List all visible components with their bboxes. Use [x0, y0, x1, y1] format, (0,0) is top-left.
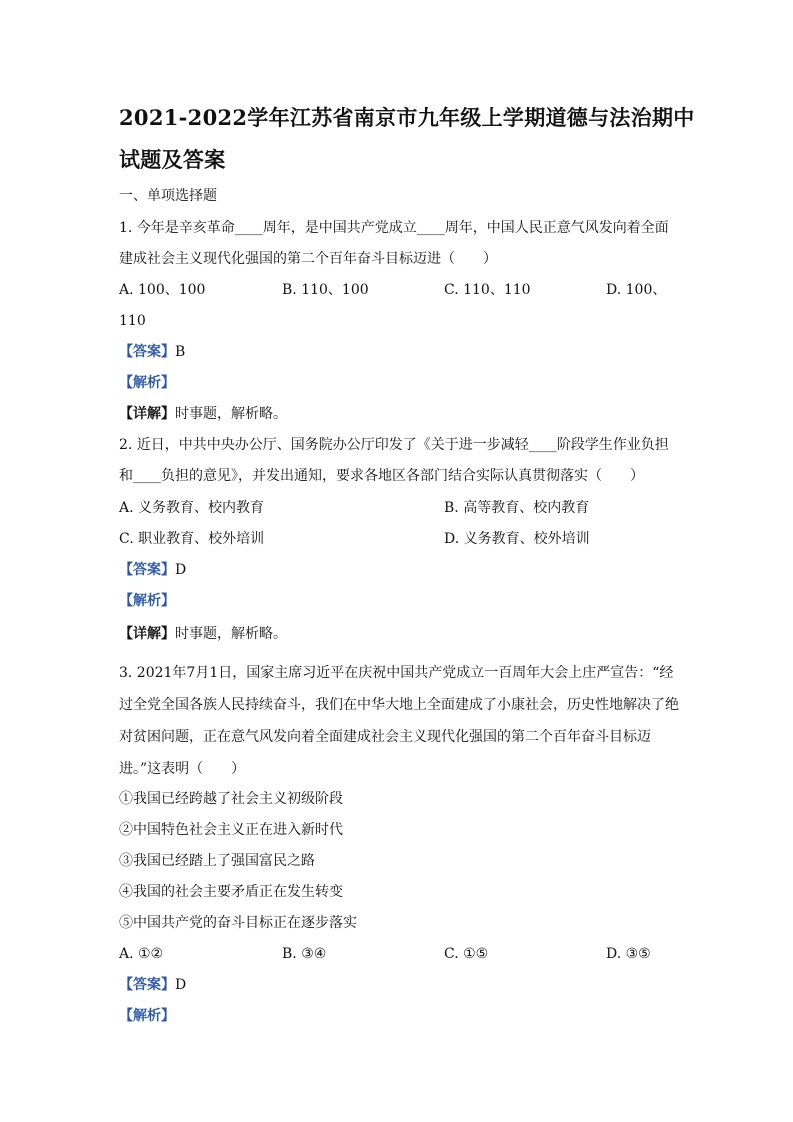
q1-stem-line-1: 1. 今年是辛亥革命____周年，是中国共产党成立____周年，中国人民正意气风发向着全面	[119, 220, 669, 236]
q3-stem-line-4: 进。”这表明（ ）	[119, 761, 246, 777]
q3-option-b: B. ③④	[282, 946, 327, 962]
q1-answer	[119, 342, 185, 362]
q1-detail	[119, 404, 287, 424]
q1-detail-text: 时事题，解析略。	[175, 406, 287, 422]
q2-stem-line-1: 2. 近日，中共中央办公厅、国务院办公厅印发了《关于进一步减轻____阶段学生作业负担	[119, 437, 669, 453]
title-line-1: 2021-2022学年江苏省南京市九年级上学期道德与法治期中	[119, 105, 695, 130]
q3-option-a: A. ①②	[119, 946, 164, 962]
q2-option-c: C. 职业教育、校外培训	[119, 531, 265, 547]
q1-option-d-continued: 110	[119, 313, 146, 329]
q2-answer	[119, 560, 186, 580]
q1-detail-label: 【详解】	[119, 406, 175, 422]
section-heading: 一、单项选择题	[119, 188, 217, 204]
q3-option-d: D. ③⑤	[606, 946, 651, 962]
q1-analysis-label: 【解析】	[119, 375, 175, 391]
q2-stem-line-2: 和____负担的意见》，并发出通知，要求各地区各部门结合实际认真贯彻落实（ ）	[119, 468, 644, 484]
title-line-2: 试题及答案	[119, 147, 226, 172]
q3-statement-1: ①我国已经跨越了社会主义初级阶段	[119, 791, 343, 807]
q2-answer-value: D	[175, 562, 187, 578]
q2-detail	[119, 624, 287, 644]
q2-analysis	[119, 591, 175, 611]
q1-option-c: C. 110、110	[444, 282, 531, 298]
q3-statement-5: ⑤中国共产党的奋斗目标正在逐步落实	[119, 915, 357, 931]
q1-option-b: B. 110、100	[282, 282, 369, 298]
q1-option-d: D. 100、	[606, 282, 667, 298]
q3-stem-line-1: 3. 2021年7月1日，国家主席习近平在庆祝中国共产党成立一百周年大会上庄严宣告：“经	[119, 665, 674, 681]
q1-answer-value: B	[175, 344, 186, 360]
q3-statement-4: ④我国的社会主要矛盾正在发生转变	[119, 884, 343, 900]
q2-option-b: B. 高等教育、校内教育	[444, 500, 590, 516]
q2-option-a: A. 义务教育、校内教育	[119, 500, 265, 516]
q2-answer-label: 【答案】	[119, 562, 175, 578]
q2-analysis-label: 【解析】	[119, 593, 175, 609]
q3-analysis	[119, 1006, 175, 1026]
q1-stem-line-2: 建成社会主义现代化强国的第二个百年奋斗目标迈进（ ）	[119, 251, 497, 267]
q2-option-d: D. 义务教育、校外培训	[444, 531, 590, 547]
q2-detail-text: 时事题，解析略。	[175, 626, 287, 642]
q3-analysis-label: 【解析】	[119, 1008, 175, 1024]
q3-answer-label: 【答案】	[119, 977, 175, 993]
q3-option-c: C. ①⑤	[444, 946, 489, 962]
q3-answer-value: D	[175, 977, 187, 993]
q1-analysis	[119, 373, 175, 393]
q3-stem-line-3: 对贫困问题，正在意气风发向着全面建成社会主义现代化强国的第二个百年奋斗目标迈	[119, 729, 651, 745]
q3-statement-2: ②中国特色社会主义正在进入新时代	[119, 822, 343, 838]
q3-answer	[119, 975, 186, 995]
q2-detail-label: 【详解】	[119, 626, 175, 642]
q3-stem-line-2: 过全党全国各族人民持续奋斗，我们在中华大地上全面建成了小康社会，历史性地解决了绝	[119, 697, 679, 713]
q1-answer-label: 【答案】	[119, 344, 175, 360]
q3-statement-3: ③我国已经踏上了强国富民之路	[119, 853, 315, 869]
q1-option-a: A. 100、100	[119, 282, 206, 298]
